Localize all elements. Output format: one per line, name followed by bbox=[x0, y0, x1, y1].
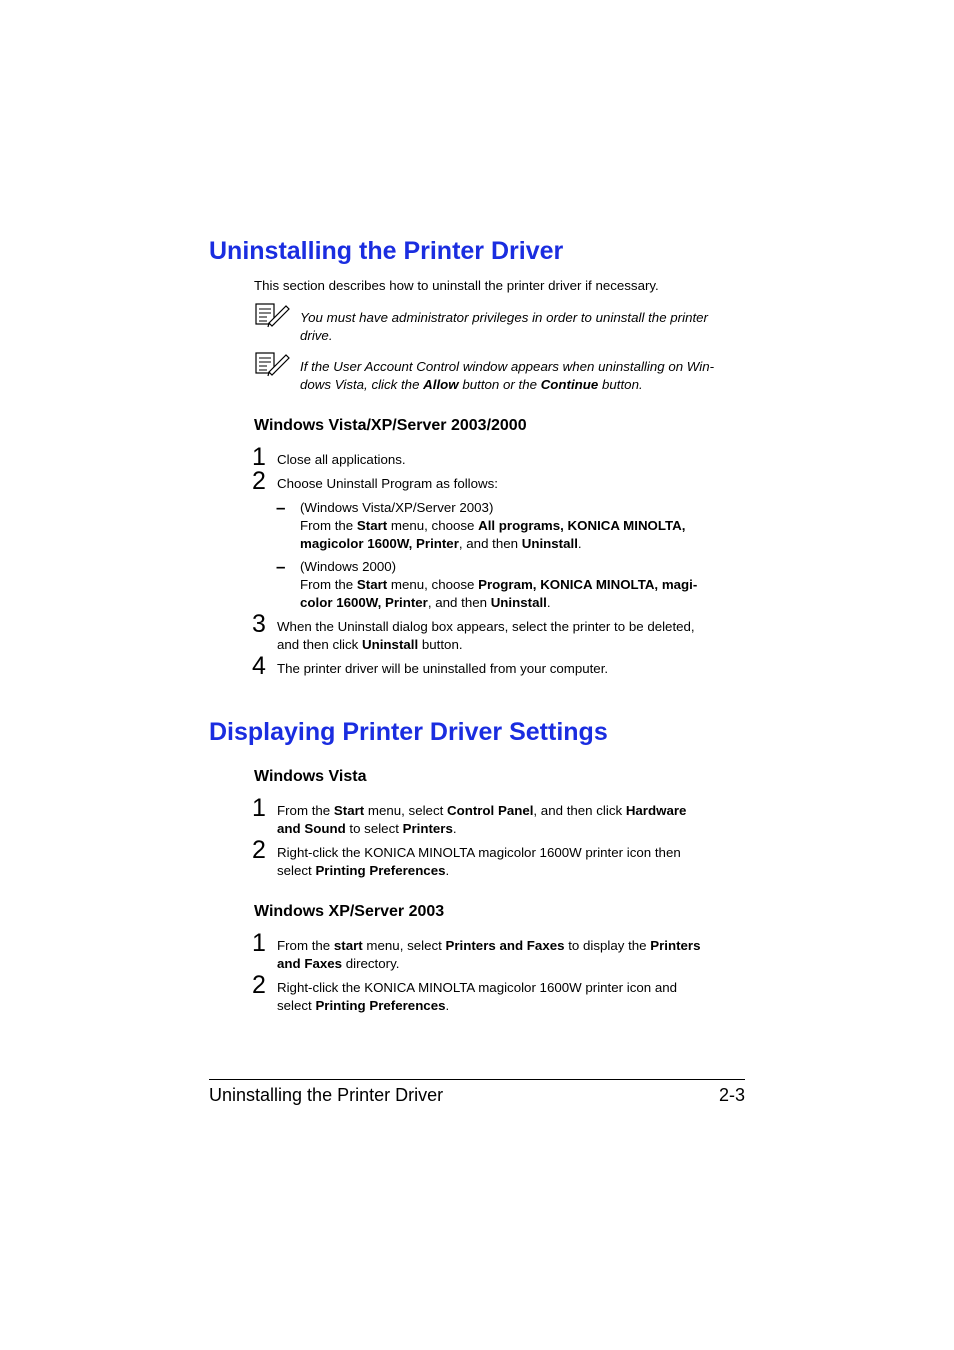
xp-step-1-line-1 bbox=[277, 937, 701, 955]
menu-ref: Printers bbox=[650, 938, 701, 953]
vista-step-1-text bbox=[277, 802, 686, 838]
step-4-text: The printer driver will be uninstalled from your computer. bbox=[277, 661, 609, 676]
step-3-text bbox=[277, 618, 695, 654]
step-number: 2 bbox=[252, 467, 266, 495]
xp-step-2-line-1: Right-click the KONICA MINOLTA magicolor 1600W printer icon and bbox=[277, 980, 678, 995]
step-2-text: Choose Uninstall Program as follows: bbox=[277, 476, 498, 491]
section-title-uninstalling: Uninstalling the Printer Driver bbox=[209, 237, 564, 265]
step-number: 1 bbox=[252, 929, 266, 957]
text: . bbox=[445, 863, 450, 878]
text: From the bbox=[300, 577, 357, 592]
step-1-text: Close all applications. bbox=[277, 452, 406, 467]
note-1 bbox=[300, 309, 708, 345]
sub-item-1-line-2 bbox=[300, 517, 685, 535]
sub-item-1 bbox=[300, 499, 685, 553]
menu-ref: Start bbox=[356, 518, 388, 533]
footer-rule bbox=[209, 1079, 745, 1080]
dash-bullet: – bbox=[276, 498, 286, 517]
vista-step-1-line-1 bbox=[277, 802, 686, 820]
text: . bbox=[445, 998, 450, 1013]
text: to select bbox=[345, 821, 403, 836]
step-number: 2 bbox=[252, 836, 266, 864]
subtitle-windows-xp-2003: Windows XP/Server 2003 bbox=[254, 903, 445, 920]
text: From the bbox=[300, 518, 357, 533]
menu-ref: color 1600W, Printer bbox=[300, 595, 428, 610]
text: From the bbox=[277, 803, 334, 818]
text: . bbox=[546, 595, 551, 610]
sub-item-1-line-3 bbox=[300, 535, 685, 553]
note-2-text: button or the bbox=[458, 377, 541, 392]
note-2-line-1: If the User Account Control window appears when uninstalling on Win- bbox=[300, 359, 715, 374]
subtitle-windows-vista-xp-2000: Windows Vista/XP/Server 2003/2000 bbox=[254, 417, 527, 434]
menu-ref: Control Panel bbox=[446, 803, 534, 818]
vista-step-2-line-2 bbox=[277, 862, 681, 880]
menu-ref: and Sound bbox=[277, 821, 346, 836]
text: , and then bbox=[458, 536, 522, 551]
note-1-line-1: You must have administrator privileges in order to uninstall the printer bbox=[300, 310, 708, 325]
menu-ref: Printers bbox=[402, 821, 453, 836]
sub-item-2-line-1: (Windows 2000) bbox=[300, 559, 397, 574]
text: . bbox=[452, 821, 457, 836]
note-1-line-2: drive. bbox=[300, 328, 333, 343]
menu-ref: Uninstall bbox=[521, 536, 578, 551]
text: menu, select bbox=[362, 938, 446, 953]
menu-ref: magicolor 1600W, Printer bbox=[300, 536, 459, 551]
intro-text: This section describes how to uninstall the printer driver if necessary. bbox=[254, 278, 659, 293]
footer-page-number: 2-3 bbox=[718, 1085, 745, 1105]
vista-step-2-line-1: Right-click the KONICA MINOLTA magicolor 1600W printer icon then bbox=[277, 845, 681, 860]
sub-item-2 bbox=[300, 558, 697, 612]
menu-ref: Program, KONICA MINOLTA, magi- bbox=[478, 577, 698, 592]
xp-step-2-line-2 bbox=[277, 997, 677, 1015]
note-2 bbox=[300, 358, 714, 394]
menu-ref: All programs, KONICA MINOLTA, bbox=[478, 518, 686, 533]
step-3-line-2 bbox=[277, 636, 695, 654]
text: . bbox=[577, 536, 582, 551]
text: button. bbox=[418, 637, 463, 652]
vista-step-1-line-2 bbox=[277, 820, 686, 838]
note-2-text: button. bbox=[598, 377, 643, 392]
menu-ref: and Faxes bbox=[277, 956, 343, 971]
text: menu, select bbox=[364, 803, 447, 818]
menu-ref: Start bbox=[356, 577, 388, 592]
continue-button-ref: Continue bbox=[540, 377, 599, 392]
text: select bbox=[277, 863, 316, 878]
menu-ref: Printers and Faxes bbox=[445, 938, 565, 953]
step-number: 4 bbox=[252, 652, 266, 680]
menu-ref: start bbox=[333, 938, 363, 953]
section-title-displaying: Displaying Printer Driver Settings bbox=[209, 718, 608, 746]
menu-ref: Uninstall bbox=[490, 595, 547, 610]
note-pencil-icon bbox=[255, 351, 291, 377]
xp-step-2-text bbox=[277, 979, 677, 1015]
allow-button-ref: Allow bbox=[423, 377, 459, 392]
dash-bullet: – bbox=[276, 557, 286, 576]
text: and then click bbox=[277, 637, 363, 652]
text: select bbox=[277, 998, 316, 1013]
text: directory. bbox=[342, 956, 400, 971]
menu-ref: Printing Preferences bbox=[315, 998, 446, 1013]
sub-item-2-line-3 bbox=[300, 594, 697, 612]
sub-item-2-line-2 bbox=[300, 576, 697, 594]
text: , and then click bbox=[533, 803, 626, 818]
text: menu, choose bbox=[387, 577, 479, 592]
text: menu, choose bbox=[387, 518, 479, 533]
xp-step-1-line-2 bbox=[277, 955, 701, 973]
step-number: 1 bbox=[252, 794, 266, 822]
menu-ref: Hardware bbox=[625, 803, 687, 818]
uninstall-button-ref: Uninstall bbox=[362, 637, 419, 652]
step-3-line-1: When the Uninstall dialog box appears, select the printer to be deleted, bbox=[277, 619, 695, 634]
subtitle-windows-vista: Windows Vista bbox=[254, 768, 367, 785]
text: to display the bbox=[564, 938, 651, 953]
menu-ref: Start bbox=[333, 803, 365, 818]
note-pencil-icon bbox=[255, 302, 291, 328]
xp-step-1-text bbox=[277, 937, 701, 973]
text: From the bbox=[277, 938, 334, 953]
menu-ref: Printing Preferences bbox=[315, 863, 446, 878]
sub-item-1-line-1: (Windows Vista/XP/Server 2003) bbox=[300, 500, 494, 515]
vista-step-2-text bbox=[277, 844, 681, 880]
text: , and then bbox=[427, 595, 491, 610]
note-2-text: dows Vista, click the bbox=[300, 377, 424, 392]
step-number: 2 bbox=[252, 971, 266, 999]
step-number: 1 bbox=[252, 443, 266, 471]
footer-section-name: Uninstalling the Printer Driver bbox=[209, 1085, 444, 1105]
step-number: 3 bbox=[252, 610, 266, 638]
note-2-line-2 bbox=[300, 376, 714, 394]
